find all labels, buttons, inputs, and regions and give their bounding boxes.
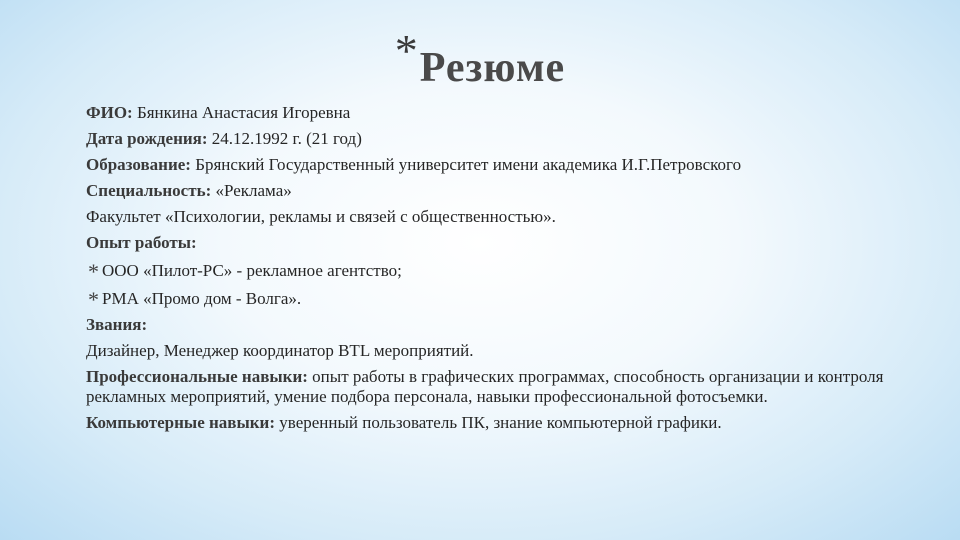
specialty-line <box>86 178 886 204</box>
education-label: Образование: <box>86 155 191 174</box>
resume-body <box>86 100 886 436</box>
experience-item-text: ООО «Пилот-РС» - рекламное агентство; <box>102 261 402 280</box>
education-value: Брянский Государственный университет имени академика И.Г.Петровского <box>190 155 742 174</box>
titles-label: Звания: <box>86 315 148 334</box>
fio-label: ФИО: <box>86 103 133 122</box>
birth-label: Дата рождения: <box>86 129 208 148</box>
titles-value: Дизайнер, Менеджер координатор BTL мероприятий. <box>86 341 474 360</box>
computer-skills-line <box>86 410 886 436</box>
experience-item <box>88 284 888 312</box>
asterisk-bullet-icon: * <box>88 259 99 284</box>
specialty-label: Специальность: <box>86 181 212 200</box>
fio-line <box>86 100 886 126</box>
computer-skills-value: уверенный пользователь ПК, знание компьютерной графики. <box>275 413 722 432</box>
asterisk-bullet-icon: * <box>88 287 99 312</box>
pro-skills-paragraph <box>86 364 886 410</box>
specialty-value: «Реклама» <box>211 181 292 200</box>
experience-label: Опыт работы: <box>86 233 197 252</box>
faculty-line: Факультет «Психологии, рекламы и связей с общественностью». <box>86 207 556 226</box>
pro-skills-label: Профессиональные навыки: <box>86 367 308 386</box>
asterisk-icon: * <box>394 25 418 76</box>
pro-skills-value: опыт работы в графических программах, способность организации и контроля рекламных мероприятий, умение подбора персонала, навыки профессиональной фотосъемки. <box>86 367 884 406</box>
education-line <box>86 152 886 178</box>
slide-title <box>0 22 960 91</box>
experience-line <box>86 230 886 256</box>
experience-item-text: РМА «Промо дом - Волга». <box>102 289 302 308</box>
titles-heading-line <box>86 312 886 338</box>
experience-item <box>88 256 888 284</box>
fio-value: Бянкина Анастасия Игоревна <box>132 103 351 122</box>
title-text: Резюме <box>419 45 566 91</box>
birth-value: 24.12.1992 г. (21 год) <box>207 129 362 148</box>
birth-line <box>86 126 886 152</box>
computer-skills-label: Компьютерные навыки: <box>86 413 276 432</box>
